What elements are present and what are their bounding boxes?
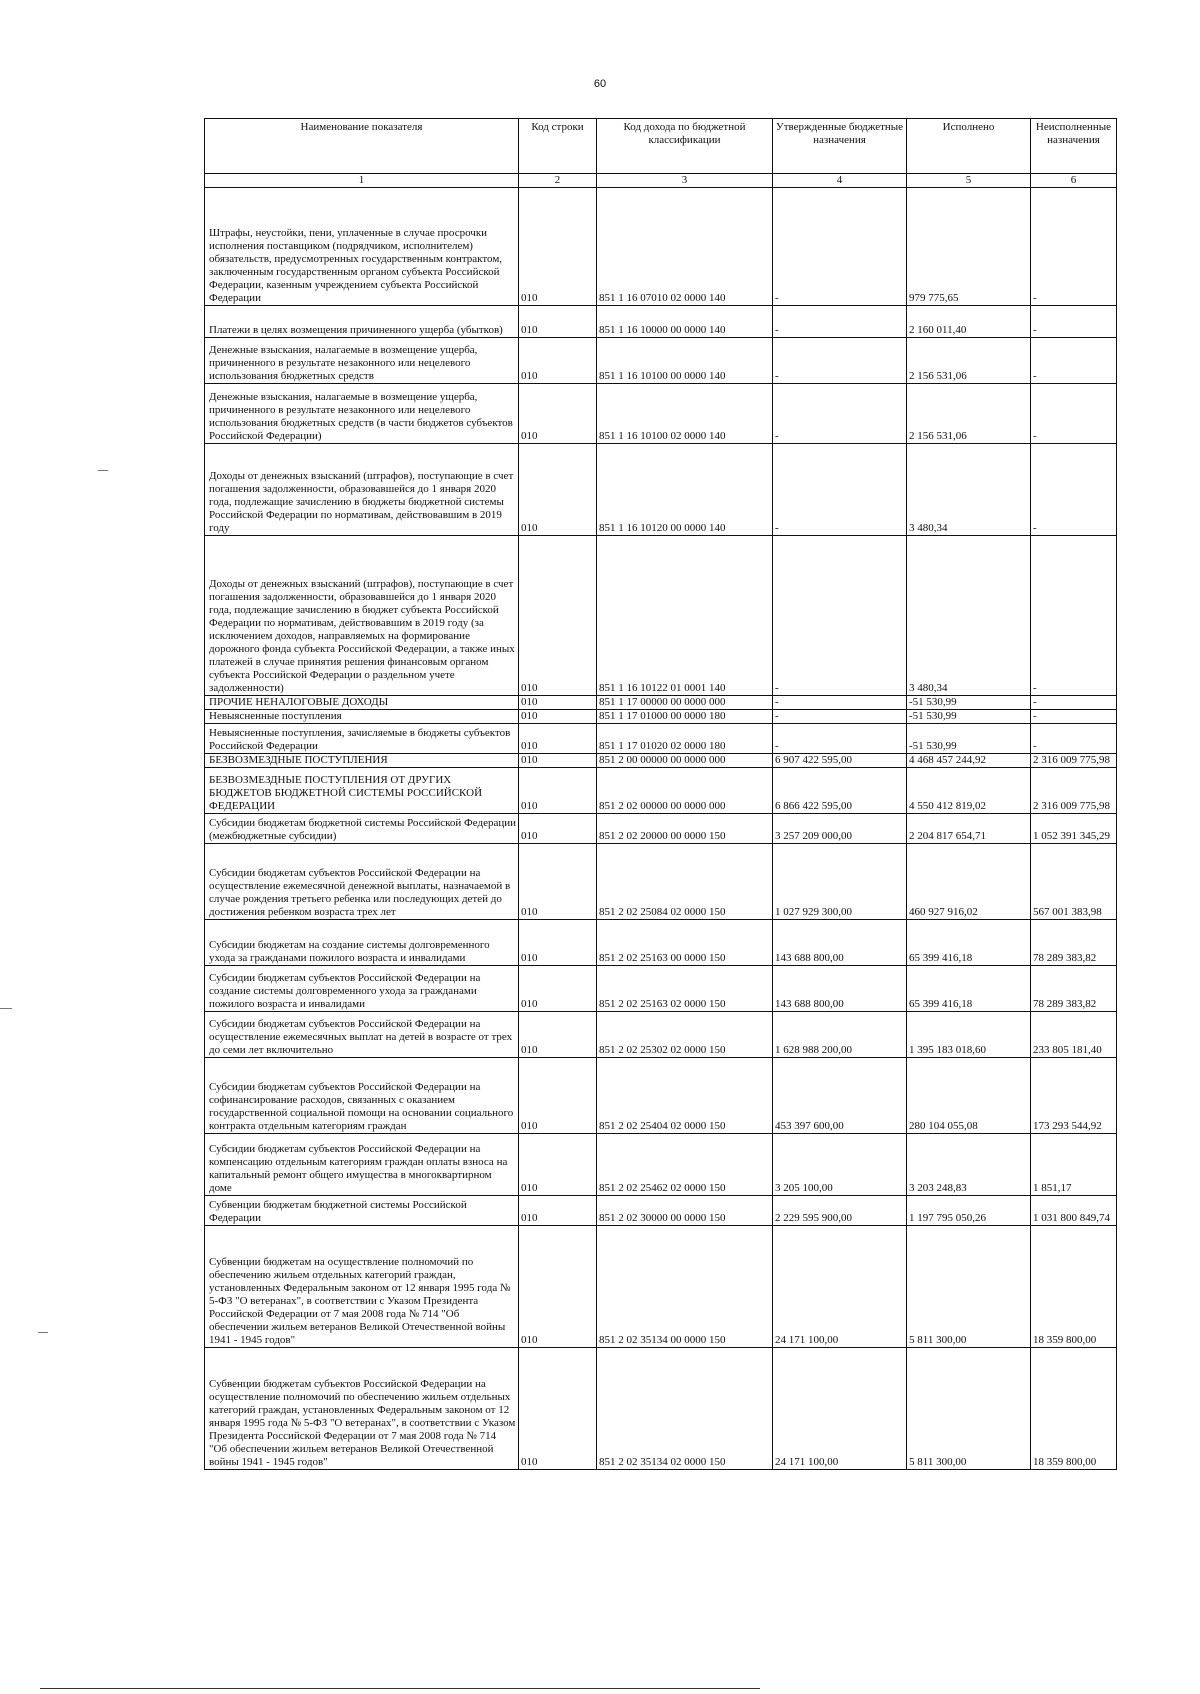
row-revenue-code: 851 2 02 35134 02 0000 150: [597, 1348, 773, 1470]
page-number: 60: [593, 78, 607, 90]
row-line-code: 010: [519, 696, 597, 710]
row-line-code: 010: [519, 536, 597, 696]
table-row: [205, 444, 1117, 536]
row-name: Субвенции бюджетам бюджетной системы Российской Федерации: [205, 1196, 519, 1226]
table-row: [205, 1196, 1117, 1226]
row-executed-amount: -51 530,99: [907, 724, 1031, 754]
row-name: Невыясненные поступления: [205, 710, 519, 724]
row-line-code: 010: [519, 920, 597, 966]
row-unexecuted-amount: 1 031 800 849,74: [1031, 1196, 1117, 1226]
row-approved-amount: 1 628 988 200,00: [773, 1012, 907, 1058]
row-executed-amount: 4 550 412 819,02: [907, 768, 1031, 814]
row-unexecuted-amount: 2 316 009 775,98: [1031, 768, 1117, 814]
row-name: Субвенции бюджетам на осуществление полномочий по обеспечению жильем отдельных категорий граждан, установленных Федеральным законом от 12 января 1995 года № 5-ФЗ "О ветеранах", в соответствии с Указом Президента Российской Федерации от 7 мая 2008 года № 714 "Об обеспечении жильем ветеранов Великой Отечественной войны 1941 - 1945 годов": [205, 1226, 519, 1348]
row-unexecuted-amount: 18 359 800,00: [1031, 1348, 1117, 1470]
table-row: [205, 724, 1117, 754]
row-line-code: 010: [519, 1058, 597, 1134]
row-name: Субсидии бюджетам бюджетной системы Российской Федерации (межбюджетные субсидии): [205, 814, 519, 844]
row-name: Субсидии бюджетам субъектов Российской Федерации на компенсацию отдельным категориям граждан оплаты взноса на капитальный ремонт общего имущества в многоквартирном доме: [205, 1134, 519, 1196]
row-revenue-code: 851 2 02 25462 02 0000 150: [597, 1134, 773, 1196]
row-unexecuted-amount: 567 001 383,98: [1031, 844, 1117, 920]
table-row: [205, 536, 1117, 696]
row-unexecuted-amount: -: [1031, 536, 1117, 696]
row-line-code: 010: [519, 768, 597, 814]
row-approved-amount: -: [773, 710, 907, 724]
column-number-row: [205, 174, 1117, 188]
row-line-code: 010: [519, 1226, 597, 1348]
column-number: 1: [205, 174, 519, 188]
row-unexecuted-amount: 18 359 800,00: [1031, 1226, 1117, 1348]
row-revenue-code: 851 1 17 01000 00 0000 180: [597, 710, 773, 724]
row-approved-amount: 143 688 800,00: [773, 920, 907, 966]
row-executed-amount: 4 468 457 244,92: [907, 754, 1031, 768]
row-revenue-code: 851 2 02 20000 00 0000 150: [597, 814, 773, 844]
row-revenue-code: 851 2 02 00000 00 0000 000: [597, 768, 773, 814]
column-header-line-code: Код строки: [519, 119, 597, 174]
row-revenue-code: 851 2 02 25302 02 0000 150: [597, 1012, 773, 1058]
row-unexecuted-amount: 2 316 009 775,98: [1031, 754, 1117, 768]
row-approved-amount: 6 907 422 595,00: [773, 754, 907, 768]
row-name: Доходы от денежных взысканий (штрафов), поступающие в счет погашения задолженности, образовавшейся до 1 января 2020 года, подлежащие зачислению в бюджет субъекта Российской Федерации по нормативам, действовавшим в 2019 году (за исключением доходов, направляемых на формирование дорожного фонда субъекта Российской Федерации, а также иных платежей в случае принятия решения финансовым органом субъекта Российской Федерации о раздельном учете задолженности): [205, 536, 519, 696]
row-executed-amount: 280 104 055,08: [907, 1058, 1031, 1134]
row-line-code: 010: [519, 1196, 597, 1226]
row-executed-amount: 1 197 795 050,26: [907, 1196, 1031, 1226]
row-unexecuted-amount: -: [1031, 306, 1117, 338]
row-name: Субвенции бюджетам субъектов Российской Федерации на осуществление полномочий по обеспечению жильем отдельных категорий граждан, установленных Федеральным законом от 12 января 1995 года № 5-ФЗ "О ветеранах", в соответствии с Указом Президента Российской Федерации от 7 мая 2008 года № 714 "Об обеспечении жильем ветеранов Великой Отечественной войны 1941 - 1945 годов": [205, 1348, 519, 1470]
row-executed-amount: 2 160 011,40: [907, 306, 1031, 338]
scan-mark: [38, 1332, 48, 1333]
row-unexecuted-amount: -: [1031, 338, 1117, 384]
row-executed-amount: 5 811 300,00: [907, 1348, 1031, 1470]
table-header-row: [205, 119, 1117, 174]
table-row: [205, 306, 1117, 338]
row-executed-amount: 65 399 416,18: [907, 966, 1031, 1012]
row-unexecuted-amount: -: [1031, 724, 1117, 754]
row-executed-amount: 2 156 531,06: [907, 384, 1031, 444]
column-header-approved: Утвержденные бюджетные назначения: [773, 119, 907, 174]
row-line-code: 010: [519, 188, 597, 306]
row-line-code: 010: [519, 844, 597, 920]
row-approved-amount: -: [773, 724, 907, 754]
row-revenue-code: 851 2 02 25163 02 0000 150: [597, 966, 773, 1012]
table-row: [205, 710, 1117, 724]
row-line-code: 010: [519, 1012, 597, 1058]
row-approved-amount: 24 171 100,00: [773, 1348, 907, 1470]
table-row: [205, 1012, 1117, 1058]
row-approved-amount: 453 397 600,00: [773, 1058, 907, 1134]
row-approved-amount: -: [773, 306, 907, 338]
column-number: 5: [907, 174, 1031, 188]
column-number: 6: [1031, 174, 1117, 188]
row-approved-amount: -: [773, 696, 907, 710]
row-executed-amount: 65 399 416,18: [907, 920, 1031, 966]
row-approved-amount: 3 205 100,00: [773, 1134, 907, 1196]
row-unexecuted-amount: -: [1031, 444, 1117, 536]
row-revenue-code: 851 2 02 25163 00 0000 150: [597, 920, 773, 966]
row-unexecuted-amount: 1 851,17: [1031, 1134, 1117, 1196]
row-name: Субсидии бюджетам субъектов Российской Федерации на создание системы долговременного ухода за гражданами пожилого возраста и инвалидами: [205, 966, 519, 1012]
row-name: Субсидии бюджетам на создание системы долговременного ухода за гражданами пожилого возраста и инвалидами: [205, 920, 519, 966]
row-line-code: 010: [519, 384, 597, 444]
column-number: 4: [773, 174, 907, 188]
row-line-code: 010: [519, 814, 597, 844]
row-approved-amount: -: [773, 536, 907, 696]
row-name: Субсидии бюджетам субъектов Российской Федерации на осуществление ежемесячной денежной выплаты, назначаемой в случае рождения третьего ребенка или последующих детей до достижения ребенком возраста трех лет: [205, 844, 519, 920]
row-line-code: 010: [519, 710, 597, 724]
row-unexecuted-amount: -: [1031, 710, 1117, 724]
row-executed-amount: 2 156 531,06: [907, 338, 1031, 384]
row-unexecuted-amount: 78 289 383,82: [1031, 920, 1117, 966]
row-name: Доходы от денежных взысканий (штрафов), поступающие в счет погашения задолженности, образовавшейся до 1 января 2020 года, подлежащие зачислению в бюджеты бюджетной системы Российской Федерации по нормативам, действовавшим в 2019 году: [205, 444, 519, 536]
budget-execution-table: [204, 118, 1117, 1470]
row-revenue-code: 851 1 16 10122 01 0001 140: [597, 536, 773, 696]
row-revenue-code: 851 2 02 25084 02 0000 150: [597, 844, 773, 920]
table-row: [205, 338, 1117, 384]
row-line-code: 010: [519, 754, 597, 768]
column-header-unexecuted: Неисполненные назначения: [1031, 119, 1117, 174]
row-revenue-code: 851 1 16 07010 02 0000 140: [597, 188, 773, 306]
table-row: [205, 1348, 1117, 1470]
row-executed-amount: 3 480,34: [907, 536, 1031, 696]
row-name: Субсидии бюджетам субъектов Российской Федерации на осуществление ежемесячных выплат на детей в возрасте от трех до семи лет включительно: [205, 1012, 519, 1058]
row-revenue-code: 851 2 02 30000 00 0000 150: [597, 1196, 773, 1226]
row-name: БЕЗВОЗМЕЗДНЫЕ ПОСТУПЛЕНИЯ ОТ ДРУГИХ БЮДЖЕТОВ БЮДЖЕТНОЙ СИСТЕМЫ РОССИЙСКОЙ ФЕДЕРАЦИИ: [205, 768, 519, 814]
row-unexecuted-amount: 78 289 383,82: [1031, 966, 1117, 1012]
row-line-code: 010: [519, 444, 597, 536]
row-revenue-code: 851 1 16 10100 02 0000 140: [597, 384, 773, 444]
table-row: [205, 768, 1117, 814]
row-approved-amount: 143 688 800,00: [773, 966, 907, 1012]
row-revenue-code: 851 1 17 00000 00 0000 000: [597, 696, 773, 710]
row-executed-amount: -51 530,99: [907, 696, 1031, 710]
row-name: БЕЗВОЗМЕЗДНЫЕ ПОСТУПЛЕНИЯ: [205, 754, 519, 768]
row-approved-amount: -: [773, 444, 907, 536]
row-approved-amount: -: [773, 338, 907, 384]
table-row: [205, 966, 1117, 1012]
row-executed-amount: 3 203 248,83: [907, 1134, 1031, 1196]
row-approved-amount: 2 229 595 900,00: [773, 1196, 907, 1226]
column-number: 2: [519, 174, 597, 188]
column-header-revenue-code: Код дохода по бюджетной классификации: [597, 119, 773, 174]
row-name: Денежные взыскания, налагаемые в возмещение ущерба, причиненного в результате незаконного или нецелевого использования бюджетных средств: [205, 338, 519, 384]
row-line-code: 010: [519, 724, 597, 754]
row-approved-amount: 3 257 209 000,00: [773, 814, 907, 844]
table-row: [205, 920, 1117, 966]
row-revenue-code: 851 2 02 35134 00 0000 150: [597, 1226, 773, 1348]
table-row: [205, 1134, 1117, 1196]
row-unexecuted-amount: 233 805 181,40: [1031, 1012, 1117, 1058]
row-executed-amount: 3 480,34: [907, 444, 1031, 536]
row-executed-amount: 979 775,65: [907, 188, 1031, 306]
row-unexecuted-amount: -: [1031, 384, 1117, 444]
row-approved-amount: -: [773, 188, 907, 306]
row-name: Штрафы, неустойки, пени, уплаченные в случае просрочки исполнения поставщиком (подрядчиком, исполнителем) обязательств, предусмотренных государственным контрактом, заключенным государственным органом субъекта Российской Федерации, казенным учреждением субъекта Российской Федерации: [205, 188, 519, 306]
row-approved-amount: -: [773, 384, 907, 444]
row-line-code: 010: [519, 306, 597, 338]
row-unexecuted-amount: -: [1031, 696, 1117, 710]
column-number: 3: [597, 174, 773, 188]
row-executed-amount: 2 204 817 654,71: [907, 814, 1031, 844]
scan-mark: [0, 1008, 12, 1009]
table-body: [205, 188, 1117, 1470]
row-name: Платежи в целях возмещения причиненного ущерба (убытков): [205, 306, 519, 338]
row-line-code: 010: [519, 1348, 597, 1470]
table-row: [205, 754, 1117, 768]
row-executed-amount: 5 811 300,00: [907, 1226, 1031, 1348]
row-unexecuted-amount: 1 052 391 345,29: [1031, 814, 1117, 844]
table-row: [205, 696, 1117, 710]
row-name: Субсидии бюджетам субъектов Российской Федерации на софинансирование расходов, связанных с оказанием государственной социальной помощи на основании социального контракта отдельным категориям граждан: [205, 1058, 519, 1134]
row-name: Невыясненные поступления, зачисляемые в бюджеты субъектов Российской Федерации: [205, 724, 519, 754]
row-approved-amount: 6 866 422 595,00: [773, 768, 907, 814]
row-executed-amount: 460 927 916,02: [907, 844, 1031, 920]
column-header-indicator-name: Наименование показателя: [205, 119, 519, 174]
table-row: [205, 814, 1117, 844]
row-revenue-code: 851 1 16 10100 00 0000 140: [597, 338, 773, 384]
row-approved-amount: 24 171 100,00: [773, 1226, 907, 1348]
row-line-code: 010: [519, 1134, 597, 1196]
row-revenue-code: 851 2 00 00000 00 0000 000: [597, 754, 773, 768]
row-name: Денежные взыскания, налагаемые в возмещение ущерба, причиненного в результате незаконного или нецелевого использования бюджетных средств (в части бюджетов субъектов Российской Федерации): [205, 384, 519, 444]
table-row: [205, 1226, 1117, 1348]
row-line-code: 010: [519, 338, 597, 384]
row-revenue-code: 851 1 16 10120 00 0000 140: [597, 444, 773, 536]
row-name: ПРОЧИЕ НЕНАЛОГОВЫЕ ДОХОДЫ: [205, 696, 519, 710]
table-row: [205, 1058, 1117, 1134]
row-unexecuted-amount: -: [1031, 188, 1117, 306]
table-row: [205, 188, 1117, 306]
row-revenue-code: 851 1 17 01020 02 0000 180: [597, 724, 773, 754]
table-row: [205, 844, 1117, 920]
column-header-executed: Исполнено: [907, 119, 1031, 174]
row-executed-amount: -51 530,99: [907, 710, 1031, 724]
row-unexecuted-amount: 173 293 544,92: [1031, 1058, 1117, 1134]
row-approved-amount: 1 027 929 300,00: [773, 844, 907, 920]
row-revenue-code: 851 1 16 10000 00 0000 140: [597, 306, 773, 338]
row-revenue-code: 851 2 02 25404 02 0000 150: [597, 1058, 773, 1134]
bottom-rule: [40, 1688, 760, 1689]
row-line-code: 010: [519, 966, 597, 1012]
scan-mark: [98, 470, 108, 471]
table-row: [205, 384, 1117, 444]
row-executed-amount: 1 395 183 018,60: [907, 1012, 1031, 1058]
